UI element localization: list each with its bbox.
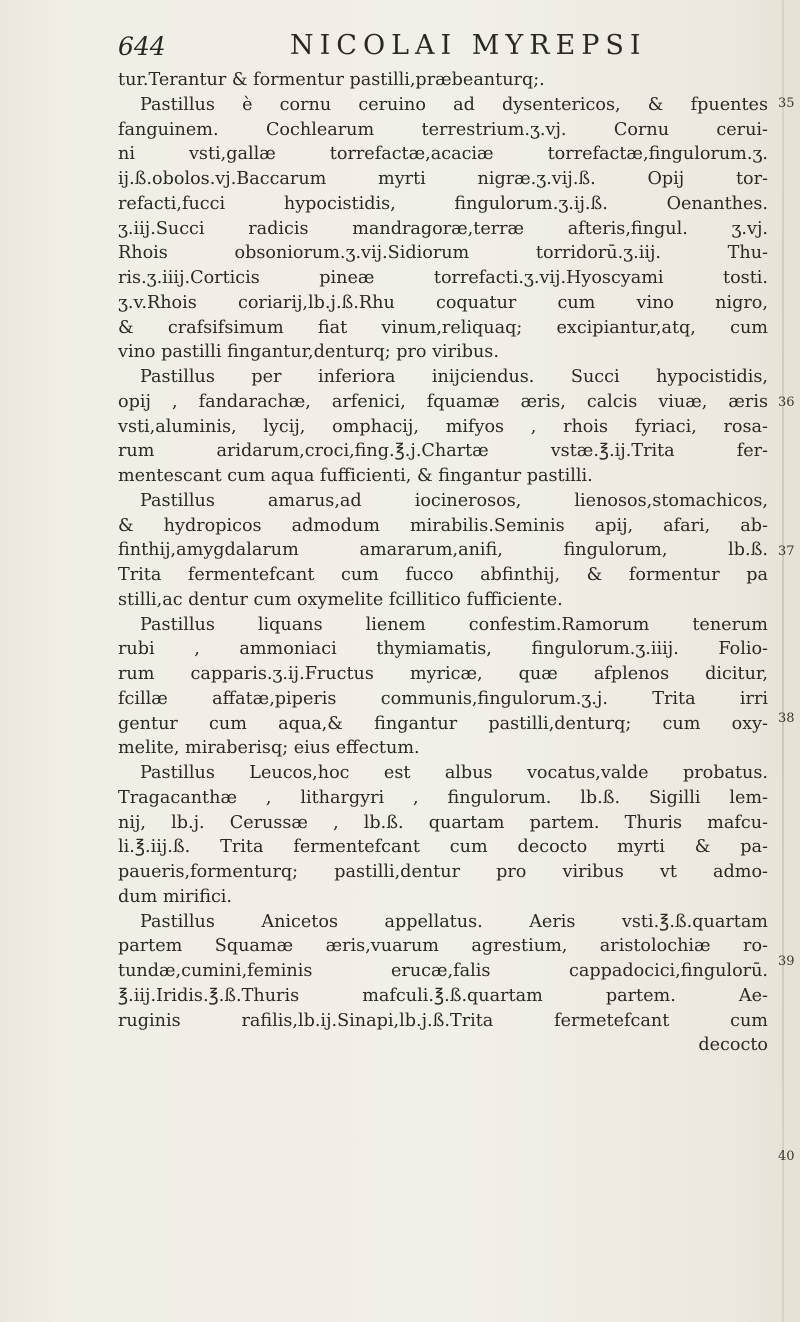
text-line: tundæ,cumini,feminis erucæ,falis cappadocici,fingulorū. [118, 961, 768, 981]
text-line: Pastillus amarus,ad iocinerosos, lienosos,stomachicos, [140, 490, 768, 511]
text-line: refacti,fucci hypocistidis, fingulorum.ʒ.ij.ß. Oenanthes. [118, 193, 768, 214]
text-line: & crafsifsimum fiat vinum,reliquaq; excipiantur,atq, cum [118, 317, 768, 338]
margin-note: 37 [778, 544, 795, 559]
margin-note: 35 [778, 96, 795, 111]
text-line: vino pastilli fingantur,denturq; pro viribus. [118, 342, 499, 363]
text-line: stilli,ac dentur cum oxymelite fcillitico fufficiente. [118, 589, 563, 610]
text-line: rum capparis.ʒ.ij.Fructus myricæ, quæ afplenos dicitur, [118, 664, 768, 684]
margin-note: 39 [778, 954, 795, 969]
text-line: Pastillus è cornu ceruino ad dysentericos, & fpuentes [140, 94, 768, 115]
text-line: rum aridarum,croci,fing.℥.j.Chartæ vstæ.℥.ij.Trita fer- [118, 441, 768, 462]
text-line: Pastillus per inferiora inijciendus. Succi hypocistidis, [140, 367, 768, 387]
text-line: ni vsti,gallæ torrefactæ,acaciæ torrefactæ,fingulorum.ʒ. [118, 144, 768, 165]
text-line: ʒ.v.Rhois coriarij,lb.j.ß.Rhu coquatur cum vino nigro, [118, 292, 768, 313]
text-line: finthij,amygdalarum amararum,anifi, fingulorum, lb.ß. [118, 540, 768, 561]
text-line: Rhois obsoniorum.ʒ.vij.Sidiorum torridorū.ʒ.iij. Thu- [118, 243, 768, 264]
text-line: & hydropicos admodum mirabilis.Seminis apij, afari, ab- [118, 515, 768, 536]
text-line: tur.Terantur & formentur pastilli,præbeanturq;. [118, 70, 545, 90]
text-line: ruginis rafilis,lb.ij.Sinapi,lb.j.ß.Trita fermetefcant cum [118, 1010, 768, 1031]
text-line: ris.ʒ.iiij.Corticis pineæ torrefacti.ʒ.vij.Hyoscyami tosti. [118, 268, 768, 288]
running-head: NICOLAI MYREPSI [290, 30, 647, 61]
text-line: nij, lb.j. Cerussæ , lb.ß. quartam partem. Thuris mafcu- [118, 812, 768, 833]
text-line: li.℥.iij.ß. Trita fermentefcant cum decocto myrti & pa- [118, 837, 768, 858]
text-block [118, 68, 768, 1058]
page-header [118, 22, 760, 64]
text-line: ℥.iij.Iridis.℥.ß.Thuris mafculi.℥.ß.quartam partem. Ae- [118, 985, 768, 1006]
margin-note: 36 [778, 395, 795, 410]
margin-note: 38 [778, 711, 795, 726]
text-line: Pastillus liquans lienem confestim.Ramorum tenerum [140, 614, 768, 635]
text-line: fanguinem. Cochlearum terrestrium.ʒ.vj. Cornu cerui- [118, 119, 768, 140]
text-line: fcillæ affatæ,piperis communis,fingulorum.ʒ.j. Trita irri [118, 688, 768, 709]
text-line: paueris,formenturq; pastilli,dentur pro viribus vt admo- [118, 862, 768, 882]
text-line: mentescant cum aqua fufficienti, & fingantur pastilli. [118, 466, 593, 486]
text-line: melite, miraberisq; eius effectum. [118, 738, 420, 759]
text-line: Trita fermentefcant cum fucco abfinthij, & formentur pa [118, 565, 768, 585]
text-line: rubi , ammoniaci thymiamatis, fingulorum.ʒ.iiij. Folio- [118, 639, 768, 660]
text-line: partem Squamæ æris,vuarum agrestium, aristolochiæ ro- [118, 936, 768, 957]
page-number: 644 [118, 32, 166, 61]
text-line: opij , fandarachæ, arfenici, fquamæ æris, calcis viuæ, æris [118, 391, 768, 412]
text-line: Tragacanthæ , lithargyri , fingulorum. lb.ß. Sigilli lem- [118, 787, 768, 808]
text-line: vsti,aluminis, lycij, omphacij, mifyos , rhois fyriaci, rosa- [118, 416, 768, 437]
page-edge [782, 0, 784, 1322]
text-line: Pastillus Leucos,hoc est albus vocatus,valde probatus. [140, 763, 768, 783]
text-line: ij.ß.obolos.vj.Baccarum myrti nigræ.ʒ.vij.ß. Opij tor- [118, 169, 768, 189]
catchword: decocto [698, 1035, 768, 1056]
text-line: dum mirifici. [118, 886, 233, 907]
text-line: ʒ.iij.Succi radicis mandragoræ,terræ afteris,fingul. ʒ.vj. [118, 218, 768, 239]
margin-note: 40 [778, 1149, 795, 1164]
text-line: gentur cum aqua,& fingantur pastilli,denturq; cum oxy- [118, 713, 768, 734]
text-line: Pastillus Anicetos appellatus. Aeris vsti.℥.ß.quartam [140, 911, 768, 932]
